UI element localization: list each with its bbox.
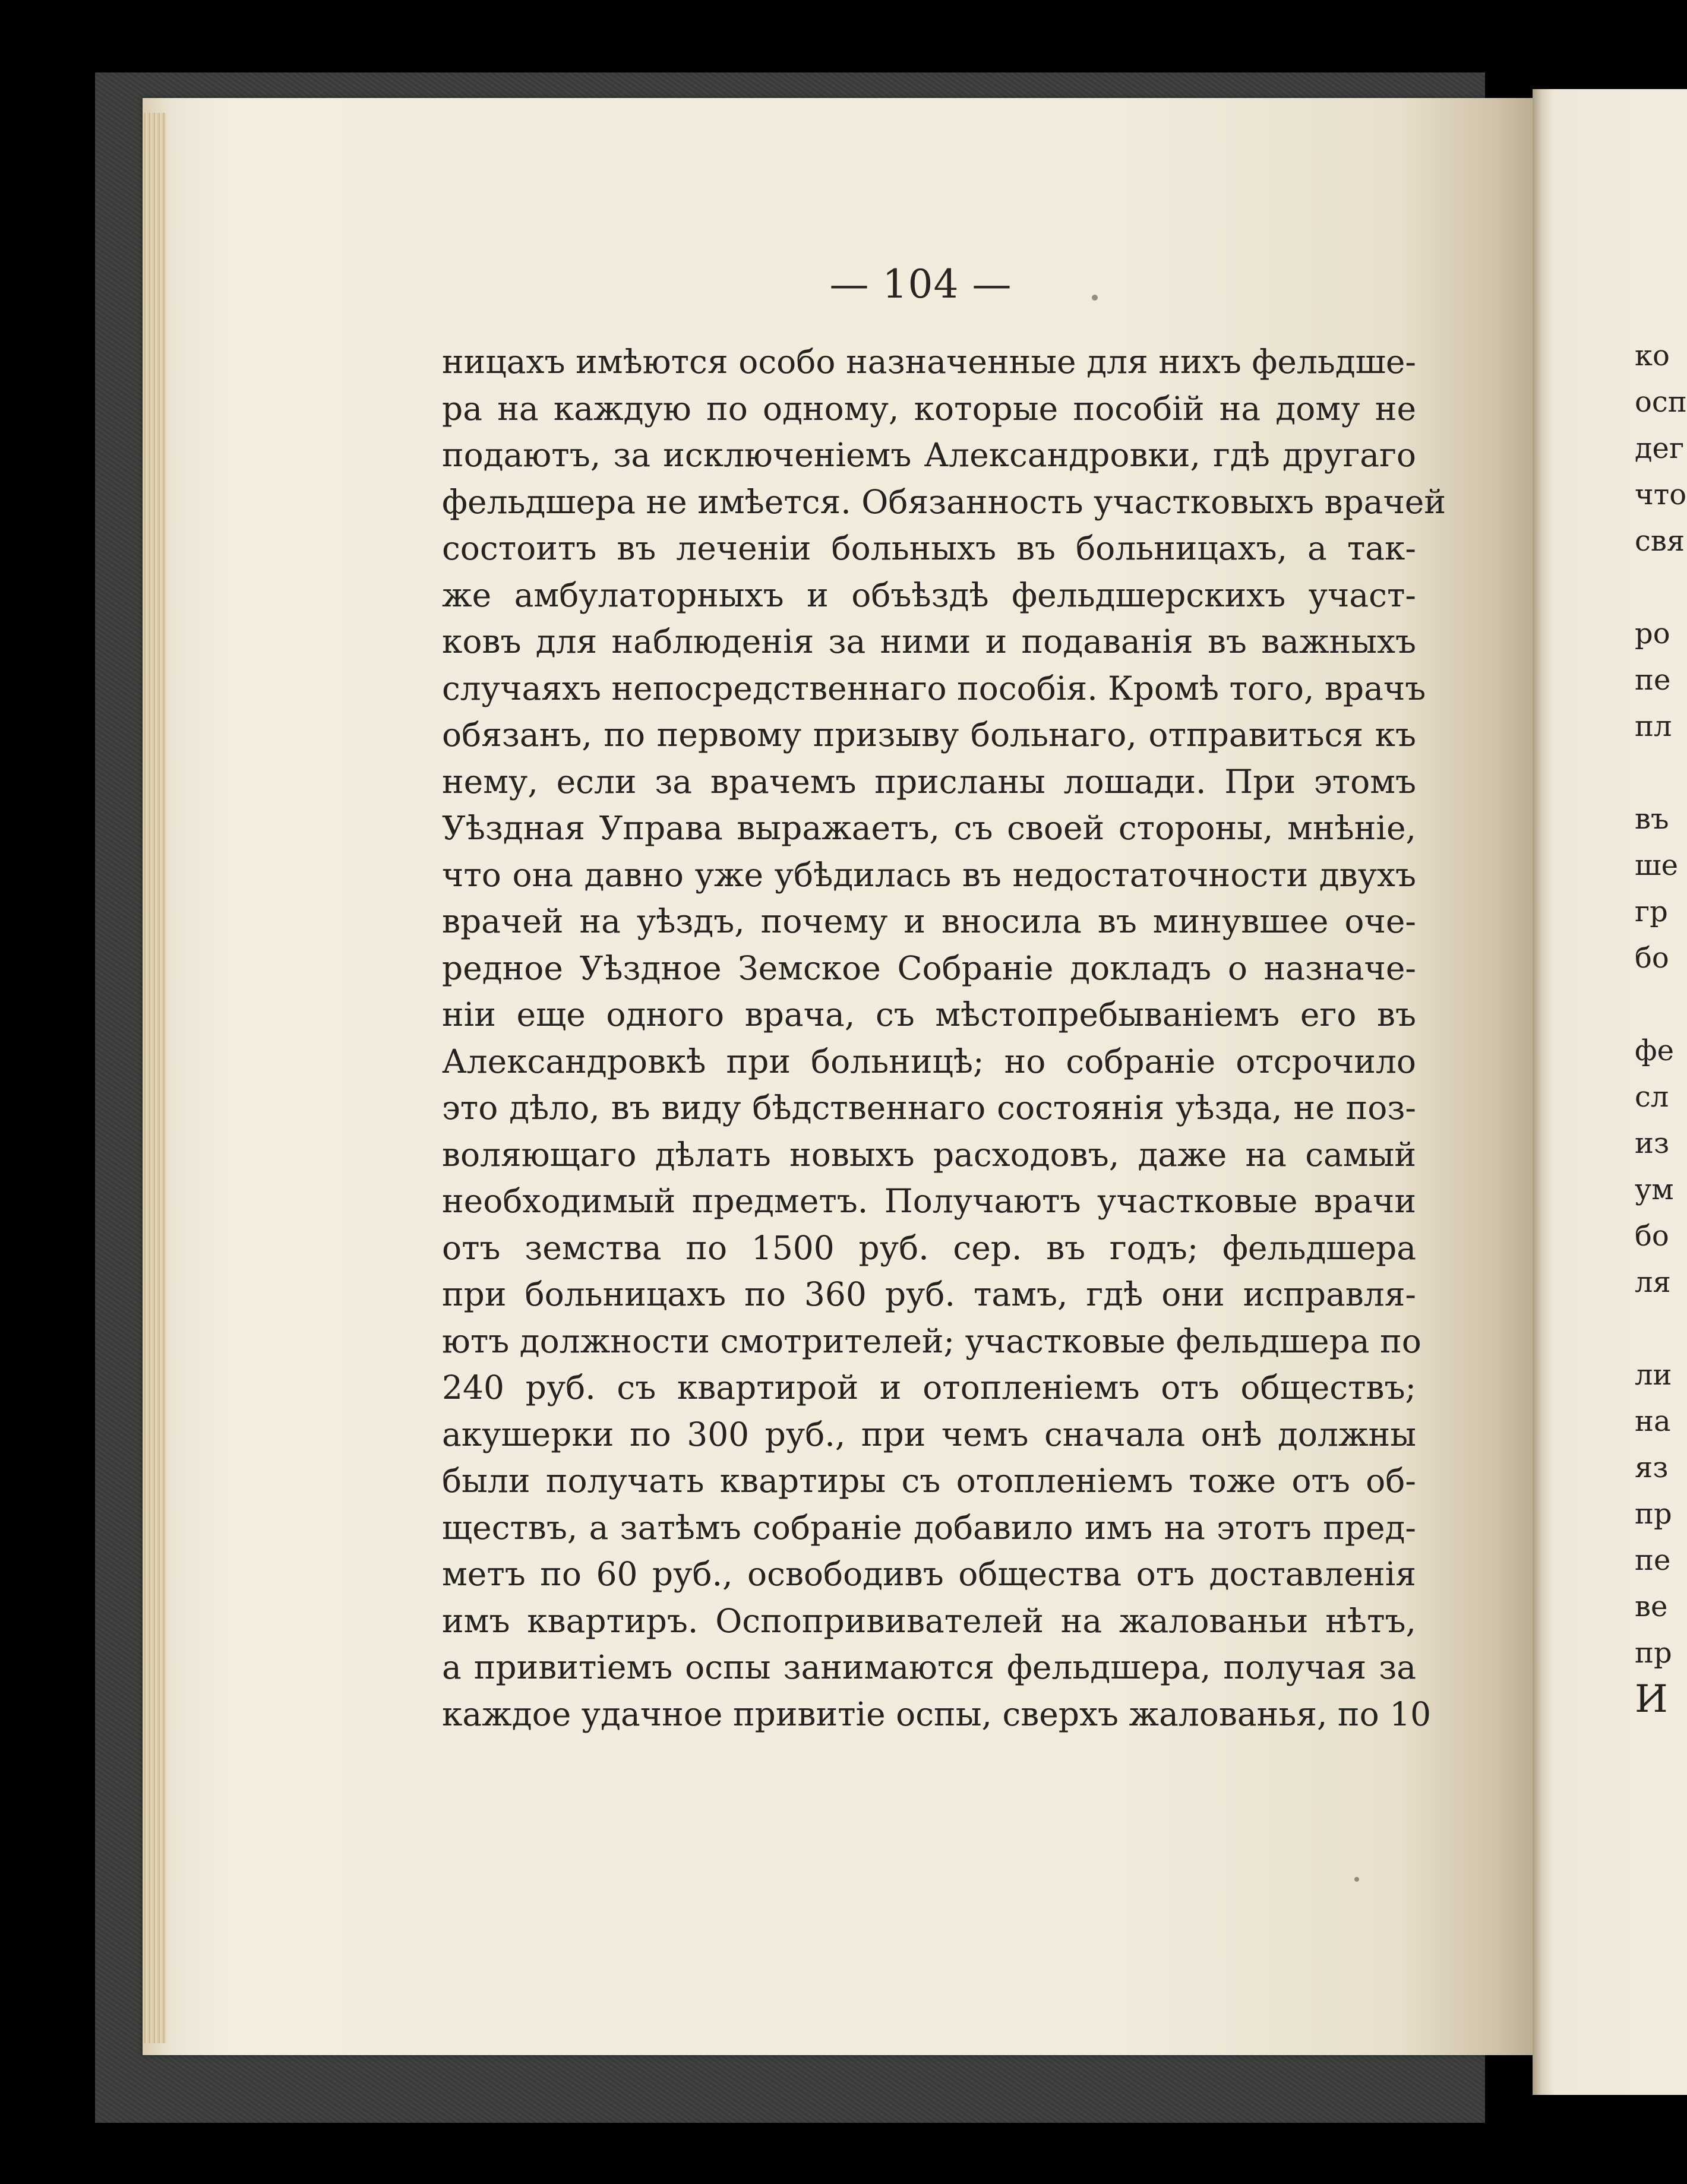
facing-page-fragment: из xyxy=(1635,1127,1670,1160)
page-number: — 104 — xyxy=(829,261,1012,307)
text-line: ницахъ имѣются особо назначенные для нихъ фельдше- xyxy=(442,343,1416,381)
text-line: случаяхъ непосредственнаго пособія. Кромѣ того, врачъ xyxy=(442,669,1426,707)
facing-page-fragment: дег xyxy=(1635,432,1685,465)
text-line: каждое удачное привитіе оспы, сверхъ жалованья, по 10 xyxy=(442,1695,1432,1733)
facing-page-fragment: И xyxy=(1635,1677,1668,1721)
facing-page-fragment: фе xyxy=(1635,1034,1674,1067)
text-line: же амбулаторныхъ и объѣздѣ фельдшерскихъ участ- xyxy=(442,576,1416,614)
facing-page-fragment: ве xyxy=(1635,1590,1668,1623)
facing-page-fragment: на xyxy=(1635,1405,1671,1438)
facing-page-fragment: яз xyxy=(1635,1451,1669,1484)
text-line: фельдшера не имѣется. Обязанность участковыхъ врачей xyxy=(442,482,1446,521)
text-line: нему, если за врачемъ присланы лошади. При этомъ xyxy=(442,762,1416,801)
text-line: подаютъ, за исключеніемъ Александровки, гдѣ другаго xyxy=(442,436,1416,474)
facing-page-fragment: свя xyxy=(1635,524,1685,558)
facing-page-fragment: пе xyxy=(1635,663,1671,697)
facing-page-text xyxy=(1635,333,1687,1722)
facing-page-fragment: пр xyxy=(1635,1497,1672,1531)
text-line: это дѣло, въ виду бѣдственнаго состоянія уѣзда, не поз- xyxy=(442,1089,1416,1127)
text-line: ніи еще одного врача, съ мѣстопребываніемъ его въ xyxy=(442,995,1416,1033)
text-line: ютъ должности смотрителей; участковые фельдшера по xyxy=(442,1322,1421,1360)
facing-page-fragment xyxy=(1635,564,1681,611)
facing-page-fragment: пл xyxy=(1635,710,1672,743)
facing-page-fragment: ум xyxy=(1635,1173,1674,1206)
text-line: при больницахъ по 360 руб. тамъ, гдѣ они исправля- xyxy=(442,1275,1416,1313)
facing-page-fragment: осп xyxy=(1635,385,1687,419)
text-line: 240 руб. съ квартирой и отопленіемъ отъ обществъ; xyxy=(442,1368,1416,1407)
text-line: отъ земства по 1500 руб. сер. въ годъ; фельдшера xyxy=(442,1228,1416,1267)
facing-page-fragment: пр xyxy=(1635,1636,1672,1670)
text-line: обязанъ, по первому призыву больнаго, отправиться къ xyxy=(442,716,1416,754)
facing-page-fragment: ли xyxy=(1635,1358,1672,1392)
text-line: врачей на уѣздъ, почему и вносила въ минувшее оче- xyxy=(442,902,1416,940)
text-line: ществъ, а затѣмъ собраніе добавило имъ на этотъ пред- xyxy=(442,1508,1416,1547)
text-line: были получать квартиры съ отопленіемъ тоже отъ об- xyxy=(442,1462,1416,1500)
facing-page-fragment: что xyxy=(1635,478,1687,511)
facing-page-fragment: пе xyxy=(1635,1544,1671,1577)
facing-page-fragment: сл xyxy=(1635,1080,1669,1114)
page-edges xyxy=(143,113,166,2043)
facing-page-fragment: бо xyxy=(1635,941,1669,975)
text-line: ра на каждую по одному, которые пособій на дому не xyxy=(442,389,1416,428)
facing-page-fragment xyxy=(1635,981,1681,1028)
facing-page-fragment: гр xyxy=(1635,895,1668,928)
text-line: необходимый предметъ. Получаютъ участковые врачи xyxy=(442,1182,1416,1220)
facing-page-fragment xyxy=(1635,1306,1681,1352)
facing-page-fragment: въ xyxy=(1635,802,1669,836)
facing-page-fragment: ше xyxy=(1635,849,1679,882)
text-line: ковъ для наблюденія за ними и подаванія въ важныхъ xyxy=(442,622,1416,660)
text-line: имъ квартиръ. Оспопрививателей на жалованьи нѣтъ, xyxy=(442,1601,1416,1640)
ink-speck xyxy=(1092,295,1098,301)
body-text xyxy=(442,339,1446,1737)
text-line: состоитъ въ леченіи больныхъ въ больницахъ, а так- xyxy=(442,529,1416,567)
facing-page-fragment: ко xyxy=(1635,339,1670,372)
ink-speck xyxy=(1354,1877,1359,1882)
text-line: Александровкѣ при больницѣ; но собраніе отсрочило xyxy=(442,1042,1416,1080)
text-line: редное Уѣздное Земское Собраніе докладъ о назначе- xyxy=(442,949,1416,987)
text-line: воляющаго дѣлать новыхъ расходовъ, даже на самый xyxy=(442,1135,1416,1174)
facing-page-fragment: ля xyxy=(1635,1266,1671,1299)
facing-page-fragment: бо xyxy=(1635,1219,1669,1253)
text-line: метъ по 60 руб., освободивъ общества отъ доставленія xyxy=(442,1555,1416,1593)
facing-page-fragment xyxy=(1635,750,1681,796)
text-line: что она давно уже убѣдилась въ недостаточности двухъ xyxy=(442,855,1416,894)
facing-page-fragment: ро xyxy=(1635,617,1670,650)
text-line: Уѣздная Управа выражаетъ, съ своей стороны, мнѣніе, xyxy=(442,809,1416,847)
text-line: а привитіемъ оспы занимаются фельдшера, получая за xyxy=(442,1648,1416,1686)
text-line: акушерки по 300 руб., при чемъ сначала онѣ должны xyxy=(442,1415,1416,1453)
